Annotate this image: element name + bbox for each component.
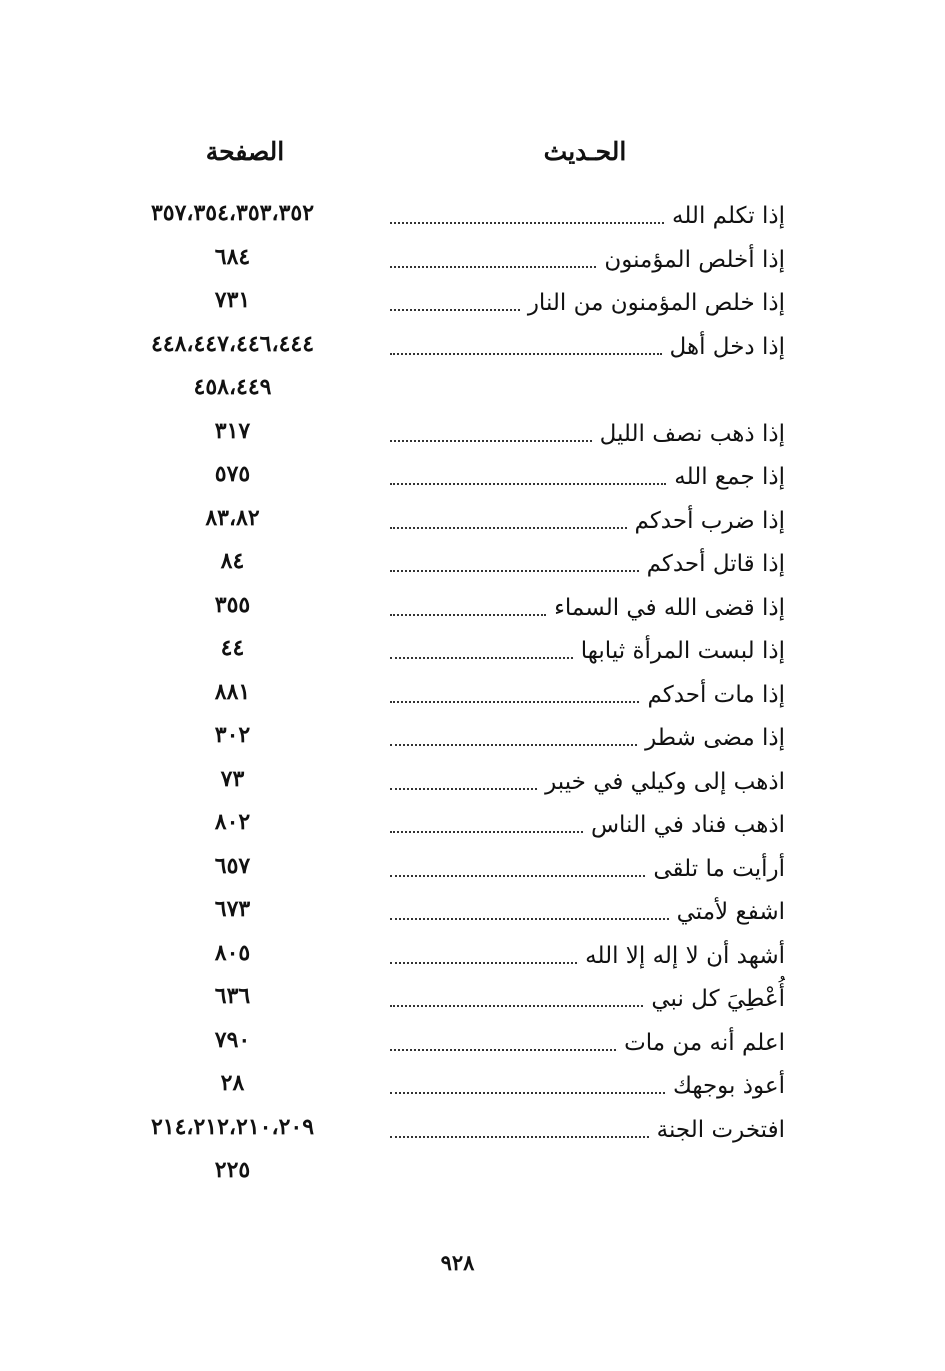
page-references: ٤٤٨،٤٤٧،٤٤٦،٤٤٤ xyxy=(150,330,315,357)
page-references: ٦٥٧ xyxy=(214,852,251,879)
dotted-leader xyxy=(390,614,546,616)
index-entry xyxy=(0,193,945,237)
dotted-leader xyxy=(390,788,537,790)
dotted-leader xyxy=(390,962,577,964)
hadith-cell xyxy=(390,589,785,623)
hadith-text: إذا قضى الله في السماء xyxy=(554,594,785,621)
dotted-leader xyxy=(390,527,627,529)
page-references: ٦٣٦ xyxy=(214,983,251,1009)
hadith-cell xyxy=(390,458,785,492)
page-references: ٣٥٥ xyxy=(214,591,251,618)
hadith-cell xyxy=(390,676,785,710)
hadith-text: اعلم أنه من مات xyxy=(624,1029,785,1056)
index-entry xyxy=(0,454,945,498)
dotted-leader xyxy=(390,918,669,920)
page-references: ٣٥٧،٣٥٤،٣٥٣،٣٥٢ xyxy=(150,200,315,226)
hadith-cell xyxy=(390,241,785,275)
dotted-leader xyxy=(390,266,596,268)
page-references: ٢١٤،٢١٢،٢١٠،٢٠٩ xyxy=(150,1113,315,1140)
dotted-leader xyxy=(390,440,592,442)
page-references: ٨٠٥ xyxy=(214,939,251,966)
index-entry xyxy=(0,976,945,1020)
hadith-text: اذهب إلى وكيلي في خيبر xyxy=(545,768,785,795)
hadith-text: أعوذ بوجهك xyxy=(672,1073,785,1099)
dotted-leader xyxy=(390,222,664,224)
hadith-text: إذا جمع الله xyxy=(674,464,785,490)
dotted-leader xyxy=(390,744,637,746)
index-entry xyxy=(0,628,945,672)
hadith-cell xyxy=(390,937,785,971)
index-entry xyxy=(0,1107,945,1151)
page-references: ٦٨٤ xyxy=(214,243,251,270)
hadith-text: أُعْطِيَ كل نبي xyxy=(651,986,785,1012)
hadith-text: إذا تكلم الله xyxy=(671,203,785,229)
index-entry xyxy=(0,889,945,933)
hadith-cell xyxy=(390,850,785,884)
page-references: ٧٣ xyxy=(220,765,245,792)
page-references: ٨٨١ xyxy=(214,678,251,705)
hadith-text: إذا مات أحدكم xyxy=(647,681,785,708)
page-references: ٨٠٢ xyxy=(214,809,251,835)
page-references: ٧٣١ xyxy=(214,287,251,313)
hadith-cell xyxy=(390,328,785,362)
index-entry xyxy=(0,280,945,324)
index-entry xyxy=(0,672,945,716)
hadith-cell xyxy=(390,197,785,231)
page-references: ٨٤ xyxy=(220,548,245,574)
page-references: ٢٢٥ xyxy=(214,1157,251,1183)
hadith-cell xyxy=(390,763,785,797)
dotted-leader xyxy=(390,875,645,877)
index-entry xyxy=(0,715,945,759)
page-references: ٧٩٠ xyxy=(214,1026,251,1053)
dotted-leader xyxy=(390,1092,665,1094)
hadith-text: أرأيت ما تلقى xyxy=(653,855,785,882)
hadith-text: إذا مضى شطر xyxy=(645,725,785,751)
dotted-leader xyxy=(390,570,639,572)
dotted-leader xyxy=(390,1136,649,1138)
hadith-text: إذا قاتل أحدكم xyxy=(646,551,785,577)
index-entry xyxy=(0,846,945,890)
dotted-leader xyxy=(390,309,520,311)
hadith-text: أشهد أن لا إله إلا الله xyxy=(585,942,785,969)
index-list xyxy=(0,193,945,1194)
page-number: ٩٢٨ xyxy=(440,1250,475,1275)
hadith-text: إذا ذهب نصف الليل xyxy=(599,420,785,447)
index-entry xyxy=(0,585,945,629)
page-references: ٤٤ xyxy=(220,635,245,661)
index-entry xyxy=(0,324,945,368)
hadith-cell xyxy=(390,719,785,753)
index-entry xyxy=(0,1020,945,1064)
page-references: ٣١٧ xyxy=(214,417,251,444)
index-entry xyxy=(0,1063,945,1107)
dotted-leader xyxy=(390,701,639,703)
hadith-text: إذا خلص المؤمنون من النار xyxy=(527,290,785,316)
hadith-cell xyxy=(390,545,785,579)
index-entry-continuation xyxy=(0,367,945,411)
hadith-cell xyxy=(390,1067,785,1101)
hadith-cell xyxy=(390,806,785,840)
dotted-leader xyxy=(390,483,666,485)
hadith-text: إذا ضرب أحدكم xyxy=(634,507,785,534)
hadith-text: إذا دخل أهل xyxy=(669,333,785,360)
dotted-leader xyxy=(390,353,662,355)
hadith-text: إذا لبست المرأة ثيابها xyxy=(580,638,785,664)
page-references: ٤٥٨،٤٤٩ xyxy=(193,374,272,400)
hadith-text: اشفع لأمتي xyxy=(676,899,785,925)
hadith-cell xyxy=(390,1024,785,1058)
page-references: ٣٠٢ xyxy=(214,722,251,748)
hadith-cell xyxy=(390,632,785,666)
index-entry xyxy=(0,759,945,803)
index-entry xyxy=(0,933,945,977)
hadith-text: افتخرت الجنة xyxy=(656,1116,785,1143)
column-header-hadith: الحـديث xyxy=(543,137,627,166)
index-entry xyxy=(0,237,945,281)
page-references: ٢٨ xyxy=(220,1070,245,1096)
dotted-leader xyxy=(390,657,573,659)
column-header-page: الصفحة xyxy=(205,137,285,166)
hadith-text: إذا أخلص المؤمنون xyxy=(604,246,785,273)
page-references: ٥٧٥ xyxy=(214,461,251,487)
index-entry xyxy=(0,498,945,542)
hadith-cell xyxy=(390,893,785,927)
index-entry xyxy=(0,411,945,455)
hadith-cell xyxy=(390,284,785,318)
hadith-cell xyxy=(390,502,785,536)
index-entry xyxy=(0,541,945,585)
page-references: ٦٧٣ xyxy=(214,896,251,922)
index-entry-continuation xyxy=(0,1150,945,1194)
index-entry xyxy=(0,802,945,846)
dotted-leader xyxy=(390,1049,616,1051)
dotted-leader xyxy=(390,831,583,833)
hadith-cell xyxy=(390,1111,785,1145)
hadith-text: اذهب فناد في الناس xyxy=(590,812,785,838)
hadith-cell xyxy=(390,980,785,1014)
page-references: ٨٣،٨٢ xyxy=(205,504,260,531)
dotted-leader xyxy=(390,1005,643,1007)
hadith-cell xyxy=(390,415,785,449)
